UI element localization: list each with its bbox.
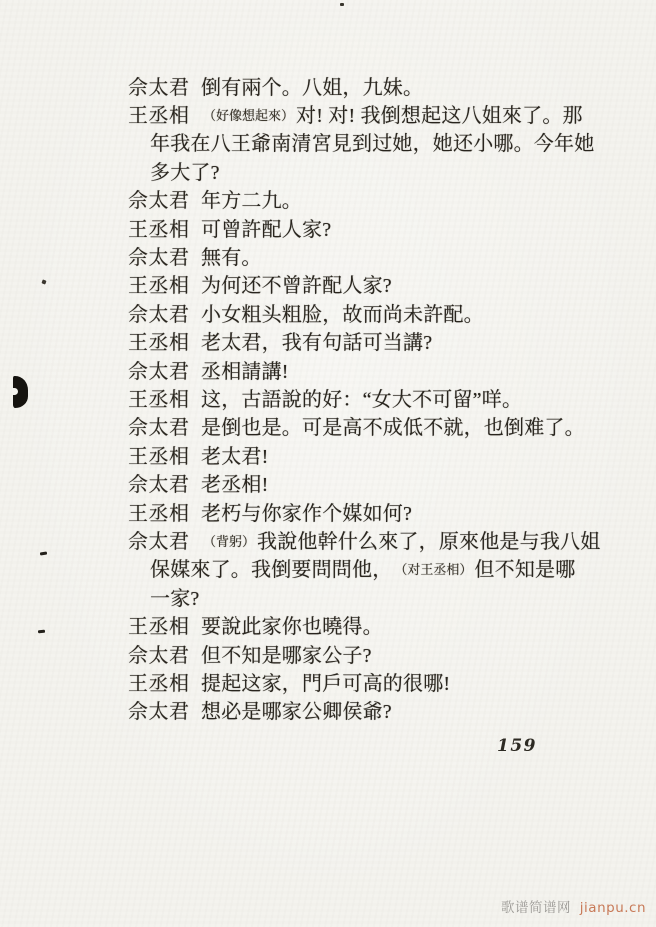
speech-text: 年方二九。 [201,190,302,213]
dialogue-line-continuation [0,128,656,156]
dialogue-text [201,383,522,412]
dialogue-block [0,71,656,724]
speech-text: 但不知是哪 [474,559,576,582]
dialogue-line [0,440,656,468]
stage-direction: （好像想起來） [203,108,295,124]
speech-text: 丞相請講! [201,360,289,383]
dialogue-text [201,184,302,213]
speaker-name: 佘太君 [128,530,190,553]
speech-text: 倒有兩个。八姐，九妹。 [201,76,424,99]
dialogue-line [0,241,656,269]
dialogue-text [201,525,600,554]
dialogue-line-continuation [0,156,656,184]
speech-text: 是倒也是。可是高不成低不就，也倒难了。 [201,417,585,440]
speaker-name: 佘太君 [128,303,190,326]
speech-text: 保媒來了。我倒要問問他， [150,559,393,582]
watermark-site-name: 歌谱简谱网 [501,900,571,916]
dialogue-line [0,497,656,525]
speaker-name: 王丞相 [128,218,190,241]
dialogue-line [0,639,656,667]
dialogue-line [0,696,656,724]
dialogue-line [0,412,656,440]
speech-text: 提起这家，門戶可高的很哪! [201,672,451,695]
dialogue-line [0,71,656,99]
speech-text: 一家? [150,587,200,610]
dialogue-line [0,213,656,241]
dialogue-line [0,525,656,553]
speech-text: 对! 对! 我倒想起这八姐來了。那 [296,105,583,128]
dialogue-line-continuation [0,554,656,582]
speaker-name: 王丞相 [128,672,190,695]
dialogue-text [150,156,220,185]
dialogue-text [201,99,583,128]
speech-text: 老朽与你家作个媒如何? [201,502,413,525]
speaker-name: 佘太君 [128,360,190,383]
speech-text: 多大了? [150,161,220,184]
dialogue-text [201,411,585,440]
speaker-name: 王丞相 [128,275,190,298]
speech-text: 这，古語說的好：“女大不可留”咩。 [201,389,523,411]
speech-text: 老太君，我有句話可当講? [201,332,433,355]
dialogue-text [201,355,289,384]
speaker-name: 王丞相 [128,332,190,355]
stage-direction: （背躬） [203,533,256,549]
dialogue-text [201,213,331,242]
speaker-name: 王丞相 [128,105,190,128]
speech-text: 我說他幹什么來了，原來他是与我八姐 [257,530,601,553]
speech-text: 年我在八王爺南清宮見到过她，她还小哪。今年她 [150,133,595,156]
dialogue-text [201,269,392,298]
speech-text: 老丞相! [201,474,269,497]
dialogue-text [201,610,383,639]
speaker-name: 佘太君 [128,474,190,497]
dialogue-line [0,327,656,355]
speech-text: 但不知是哪家公子? [201,644,372,667]
dialogue-line [0,185,656,213]
speaker-name: 佘太君 [128,76,190,99]
speaker-name: 佘太君 [128,701,190,724]
dialogue-text [201,326,432,355]
dialogue-text [201,639,372,668]
speaker-name: 佘太君 [128,417,190,440]
dialogue-line [0,298,656,326]
speaker-name: 王丞相 [128,616,190,639]
dialogue-text [201,440,268,469]
speaker-name: 王丞相 [128,502,190,525]
speech-text: 老太君! [201,445,269,468]
speech-text: 想必是哪家公卿侯爺? [201,701,392,724]
dialogue-text [150,127,594,156]
speaker-name: 王丞相 [128,445,190,468]
watermark [501,896,646,916]
speaker-name: 佘太君 [128,190,190,213]
dialogue-text [201,695,392,724]
dialogue-text [201,298,484,327]
dialogue-line [0,99,656,127]
dialogue-text [201,241,262,270]
speaker-name: 王丞相 [128,389,190,411]
speech-text: 可曾許配人家? [201,218,332,241]
speech-text: 为何还不曾許配人家? [201,275,392,298]
dialogue-line [0,383,656,411]
speaker-name: 佘太君 [128,247,190,270]
dialogue-line [0,355,656,383]
speech-text: 要說此家你也曉得。 [201,616,383,639]
dialogue-line [0,270,656,298]
page-number: 159 [497,736,537,756]
ink-speck-artifact [340,3,344,6]
dialogue-line [0,667,656,695]
dialogue-text [201,667,450,696]
dialogue-text [201,71,423,100]
stage-direction: （对王丞相） [394,562,473,578]
speech-text: 無有。 [201,247,262,270]
watermark-site-url: jianpu.cn [579,900,647,916]
dialogue-line [0,610,656,638]
speaker-name: 佘太君 [128,644,190,667]
speech-text: 小女粗头粗脸，故而尚未許配。 [201,303,484,326]
dialogue-text [150,553,575,582]
dialogue-text [201,468,268,497]
dialogue-line-continuation [0,582,656,610]
dialogue-text [201,497,412,526]
dialogue-line [0,468,656,496]
dialogue-text [150,582,199,611]
